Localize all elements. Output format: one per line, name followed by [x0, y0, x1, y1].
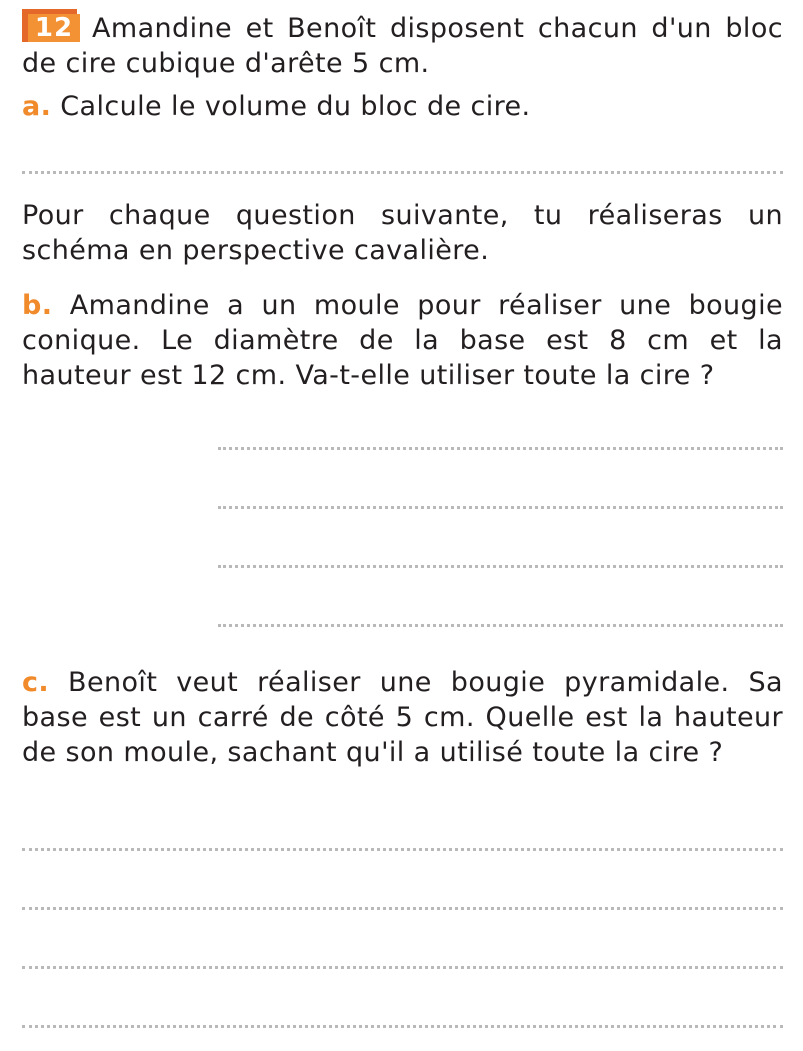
answer-line-c-4[interactable] [22, 1025, 783, 1028]
question-a [22, 89, 783, 124]
question-c [22, 665, 783, 770]
exercise-intro: Amandine et Benoît disposent chacun d'un bloc de cire cubique d'arête 5 cm. [22, 13, 783, 79]
question-a-text: Calcule le volume du bloc de cire. [60, 91, 531, 122]
answer-line-b-4[interactable] [218, 624, 783, 627]
question-c-text: Benoît veut réaliser une bougie pyramidale. Sa base est un carré de côté 5 cm. Quelle est la hauteur de son moule, sachant qu'il a utilisé toute la cire ? [22, 667, 783, 768]
answer-line-a[interactable] [22, 171, 783, 174]
answer-line-c-2[interactable] [22, 907, 783, 910]
exercise-number: 12 [28, 14, 80, 42]
question-c-label: c. [22, 667, 50, 698]
question-b-label: b. [22, 290, 53, 321]
answer-line-c-1[interactable] [22, 848, 783, 851]
answer-line-b-3[interactable] [218, 565, 783, 568]
question-b-text: Amandine a un moule pour réaliser une bougie conique. Le diamètre de la base est 8 cm et la hauteur est 12 cm. Va-t-elle utiliser toute la cire ? [22, 290, 784, 391]
question-b [22, 288, 783, 393]
answer-line-b-2[interactable] [218, 506, 783, 509]
question-a-label: a. [22, 91, 52, 122]
answer-line-c-3[interactable] [22, 966, 783, 969]
answer-line-b-1[interactable] [218, 447, 783, 450]
instruction-text: Pour chaque question suivante, tu réaliseras un schéma en perspective cavalière. [22, 200, 783, 266]
